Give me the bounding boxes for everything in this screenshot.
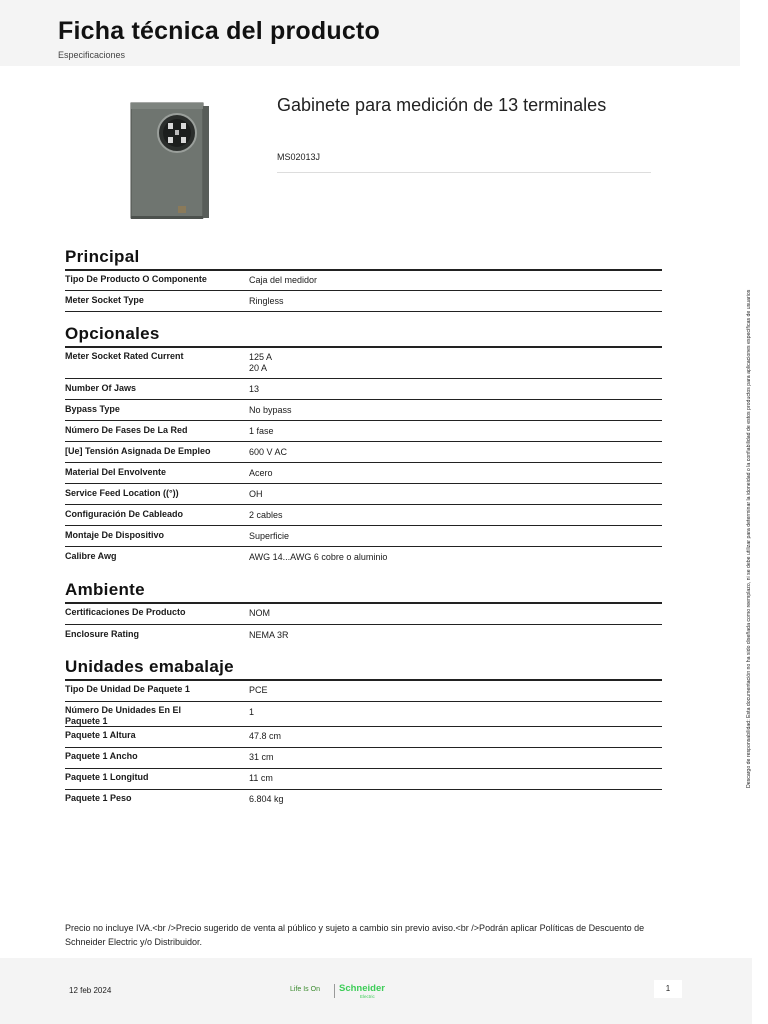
- spec-value: PCE: [249, 684, 268, 695]
- side-disclaimer: [746, 193, 756, 788]
- spec-label: [Ue] Tensión Asignada De Empleo: [65, 445, 211, 456]
- section-title: Opcionales: [65, 324, 160, 343]
- spec-value: 47.8 cm: [249, 730, 282, 741]
- brand-name: Schneider: [339, 983, 385, 994]
- spec-value: 31 cm: [249, 751, 274, 762]
- spec-label: Tipo De Unidad De Paquete 1: [65, 683, 190, 694]
- spec-value: 125 A 20 A: [249, 351, 273, 373]
- spec-label: Número De Unidades En El Paquete 1: [65, 704, 182, 726]
- section-title: Principal: [65, 247, 140, 266]
- spec-row: [65, 463, 662, 484]
- spec-label: Bypass Type: [65, 403, 120, 414]
- spec-value: 2 cables: [249, 509, 283, 520]
- spec-value: NOM: [249, 607, 270, 618]
- spec-label: Número De Fases De La Red: [65, 424, 188, 435]
- section-title: Ambiente: [65, 580, 145, 599]
- spec-value: 1 fase: [249, 425, 274, 436]
- spec-row: [65, 442, 662, 463]
- spec-row: [65, 727, 662, 748]
- product-image: [122, 96, 222, 228]
- spec-label: Configuración De Cableado: [65, 508, 184, 519]
- spec-value: Caja del medidor: [249, 274, 318, 285]
- spec-label: Meter Socket Type: [65, 294, 144, 305]
- spec-label: Calibre Awg: [65, 550, 117, 561]
- spec-label: Montaje De Dispositivo: [65, 529, 165, 540]
- spec-row: [65, 547, 662, 567]
- section-principal: [65, 247, 662, 312]
- spec-label: Paquete 1 Peso: [65, 792, 132, 803]
- page-footer: [0, 958, 752, 1024]
- spec-row: [65, 748, 662, 769]
- section-unidades: [65, 657, 662, 810]
- spec-label: Meter Socket Rated Current: [65, 350, 184, 361]
- section-opcionales: [65, 324, 662, 567]
- spec-row: [65, 625, 662, 645]
- page-title: Ficha técnica del producto: [58, 17, 380, 45]
- spec-label: Paquete 1 Longitud: [65, 771, 149, 782]
- spec-value: 1: [249, 706, 255, 717]
- spec-row: [65, 505, 662, 526]
- spec-value: 600 V AC: [249, 446, 288, 457]
- spec-row: [65, 291, 662, 312]
- spec-value: No bypass: [249, 404, 292, 415]
- spec-row: [65, 526, 662, 547]
- spec-value: Superficie: [249, 530, 290, 541]
- spec-row: [65, 790, 662, 810]
- page-number: 1: [654, 980, 682, 998]
- divider: [277, 172, 651, 173]
- footer-date: 12 feb 2024: [69, 986, 112, 995]
- spec-row: [65, 271, 662, 291]
- spec-label: Enclosure Rating: [65, 628, 140, 639]
- page-subtitle: Especificaciones: [58, 50, 126, 60]
- spec-row: [65, 604, 662, 625]
- section-ambiente: [65, 580, 662, 645]
- spec-row: [65, 379, 662, 400]
- brand-sub: Electric: [360, 994, 375, 999]
- spec-label: Material Del Envolvente: [65, 466, 167, 477]
- side-disclaimer-text: Descargo de responsabilidad: Esta documentación no ha sido diseñada como reemplazo, ni se debe utilizar para determinar la idoneidad o la confiabilidad de estos productos para aplicaciones específicas de usuarios: [746, 289, 752, 788]
- spec-value: 6.804 kg: [249, 793, 284, 804]
- spec-row: [65, 421, 662, 442]
- spec-value: 11 cm: [249, 772, 273, 783]
- spec-value: 13: [249, 383, 260, 394]
- spec-value: NEMA 3R: [249, 629, 289, 640]
- spec-row: [65, 400, 662, 421]
- spec-row: [65, 681, 662, 702]
- spec-row: [65, 484, 662, 505]
- spec-label: Service Feed Location ((°)): [65, 487, 179, 498]
- product-name: Gabinete para medición de 13 terminales: [277, 95, 607, 115]
- product-code: MS02013J: [277, 152, 321, 162]
- spec-row: [65, 769, 662, 790]
- divider: [334, 984, 335, 998]
- page-header: [0, 0, 740, 66]
- spec-label: Paquete 1 Ancho: [65, 750, 138, 761]
- spec-label: Paquete 1 Altura: [65, 729, 136, 740]
- spec-label: Certificaciones De Producto: [65, 606, 186, 617]
- price-disclaimer: Precio no incluye IVA.<br />Precio sugerido de venta al público y sujeto a cambio sin previo aviso.<br />Podrán aplicar Políticas de Descuento de Schneider Electric y/o Distribuidor.: [65, 923, 645, 947]
- tagline: Life Is On: [290, 986, 320, 993]
- spec-label: Number Of Jaws: [65, 382, 137, 393]
- section-title: Unidades emabalaje: [65, 657, 234, 676]
- spec-value: Ringless: [249, 295, 284, 306]
- spec-row: [65, 702, 662, 727]
- spec-row: [65, 348, 662, 379]
- spec-value: OH: [249, 488, 263, 499]
- spec-value: AWG 14...AWG 6 cobre o aluminio: [249, 551, 388, 562]
- spec-value: Acero: [249, 467, 273, 478]
- spec-label: Tipo De Producto O Componente: [65, 273, 207, 284]
